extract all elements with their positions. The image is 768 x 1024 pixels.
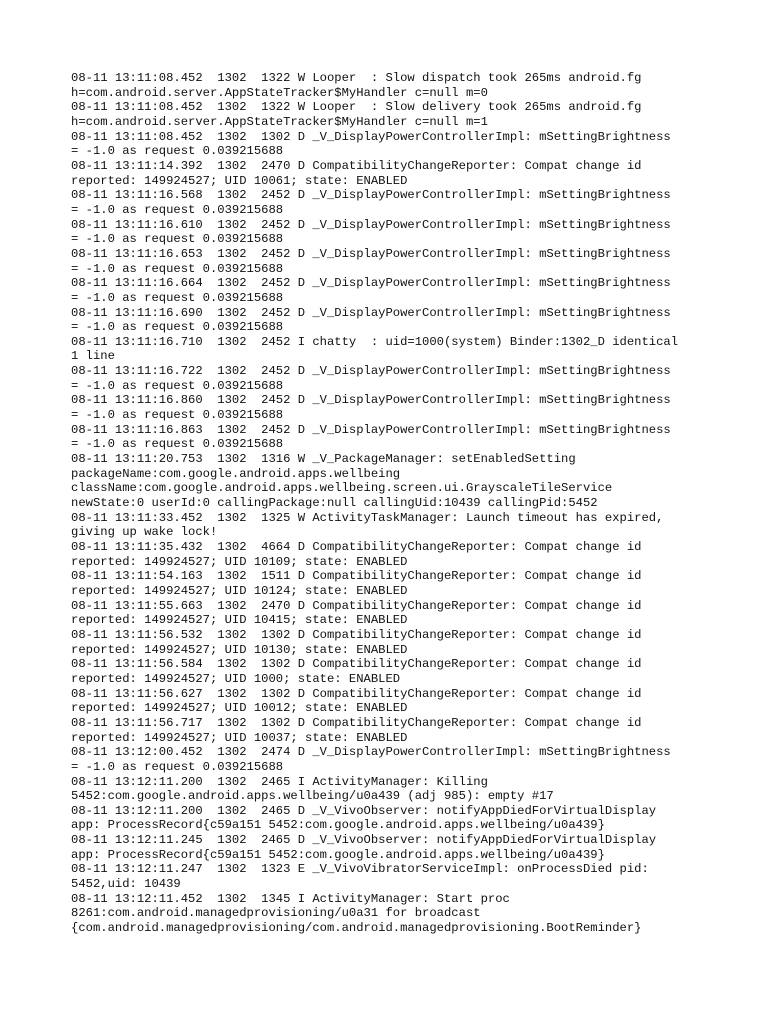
log-line: 08-11 13:11:16.653 1302 2452 D _V_DisplayPowerControllerImpl: mSettingBrightness (71, 246, 671, 261)
log-line: 5452,uid: 10439 (71, 877, 181, 892)
log-line: = -1.0 as request 0.039215688 (71, 232, 284, 247)
log-line: = -1.0 as request 0.039215688 (71, 290, 284, 305)
log-line: 08-11 13:12:11.200 1302 2465 I ActivityManager: Killing (71, 774, 488, 789)
log-line: 08-11 13:11:54.163 1302 1511 D CompatibilityChangeReporter: Compat change id (71, 569, 642, 584)
log-line: 08-11 13:11:35.432 1302 4664 D CompatibilityChangeReporter: Compat change id (71, 540, 642, 554)
log-line: 08-11 13:11:33.452 1302 1325 W ActivityTaskManager: Launch timeout has expired, (71, 510, 664, 525)
log-line: 08-11 13:11:16.722 1302 2452 D _V_DisplayPowerControllerImpl: mSettingBrightness (71, 364, 671, 379)
log-line: 08-11 13:11:08.452 1302 1302 D _V_DisplayPowerControllerImpl: mSettingBrightness (71, 129, 671, 144)
log-line: 8261:com.android.managedprovisioning/u0a31 for broadcast (71, 906, 481, 921)
log-line: 08-11 13:11:08.452 1302 1322 W Looper : Slow delivery took 265ms android.fg (71, 100, 642, 115)
log-line: 08-11 13:12:11.245 1302 2465 D _V_VivoObserver: notifyAppDiedForVirtualDisplay (71, 833, 657, 848)
log-line: = -1.0 as request 0.039215688 (71, 320, 284, 335)
log-line: 08-11 13:11:56.717 1302 1302 D CompatibilityChangeReporter: Compat change id (71, 715, 642, 730)
log-line: reported: 149924527; UID 1000; state: ENABLED (71, 671, 401, 686)
log-line: 08-11 13:11:16.568 1302 2452 D _V_DisplayPowerControllerImpl: mSettingBrightness (71, 188, 671, 203)
log-line: app: ProcessRecord{c59a151 5452:com.google.android.apps.wellbeing/u0a439} (71, 847, 605, 862)
log-line: {com.android.managedprovisioning/com.android.managedprovisioning.BootReminder} (71, 921, 642, 936)
log-line: = -1.0 as request 0.039215688 (71, 378, 284, 393)
log-line: 08-11 13:12:00.452 1302 2474 D _V_DisplayPowerControllerImpl: mSettingBrightness (71, 745, 671, 760)
log-line: 08-11 13:11:16.860 1302 2452 D _V_DisplayPowerControllerImpl: mSettingBrightness (71, 393, 671, 408)
log-line: 08-11 13:12:11.452 1302 1345 I ActivityManager: Start proc (71, 891, 510, 906)
log-line: 08-11 13:11:55.663 1302 2470 D CompatibilityChangeReporter: Compat change id (71, 598, 642, 613)
log-line: giving up wake lock! (71, 525, 218, 540)
log-line: reported: 149924527; UID 10415; state: ENABLED (71, 613, 408, 628)
log-line: 08-11 13:12:11.200 1302 2465 D _V_VivoObserver: notifyAppDiedForVirtualDisplay (71, 803, 657, 818)
log-line: reported: 149924527; UID 10124; state: ENABLED (71, 583, 408, 598)
log-line: reported: 149924527; UID 10130; state: ENABLED (71, 642, 408, 657)
log-line: = -1.0 as request 0.039215688 (71, 261, 284, 276)
log-line: 08-11 13:11:56.584 1302 1302 D CompatibilityChangeReporter: Compat change id (71, 657, 642, 672)
log-document (71, 71, 711, 936)
log-line: = -1.0 as request 0.039215688 (71, 437, 284, 452)
log-line: app: ProcessRecord{c59a151 5452:com.google.android.apps.wellbeing/u0a439} (71, 818, 605, 833)
log-line: newState:0 userId:0 callingPackage:null callingUid:10439 callingPid:5452 (71, 496, 598, 511)
log-line: reported: 149924527; UID 10012; state: ENABLED (71, 701, 408, 716)
log-line: 5452:com.google.android.apps.wellbeing/u0a439 (adj 985): empty #17 (71, 789, 554, 804)
log-line: 1 line (71, 349, 115, 364)
log-line: 08-11 13:11:56.532 1302 1302 D CompatibilityChangeReporter: Compat change id (71, 627, 642, 642)
log-line: 08-11 13:11:14.392 1302 2470 D CompatibilityChangeReporter: Compat change id (71, 158, 642, 173)
log-line: 08-11 13:11:08.452 1302 1322 W Looper : Slow dispatch took 265ms android.fg (71, 71, 642, 85)
log-line: reported: 149924527; UID 10109; state: ENABLED (71, 554, 408, 569)
log-line: = -1.0 as request 0.039215688 (71, 202, 284, 217)
log-line: 08-11 13:11:20.753 1302 1316 W _V_PackageManager: setEnabledSetting (71, 452, 576, 467)
log-line: 08-11 13:11:16.690 1302 2452 D _V_DisplayPowerControllerImpl: mSettingBrightness (71, 305, 671, 320)
log-line: 08-11 13:11:16.610 1302 2452 D _V_DisplayPowerControllerImpl: mSettingBrightness (71, 217, 671, 232)
log-line: reported: 149924527; UID 10037; state: ENABLED (71, 730, 408, 745)
log-line: 08-11 13:11:16.710 1302 2452 I chatty : uid=1000(system) Binder:1302_D identical (71, 334, 679, 349)
log-line: h=com.android.server.AppStateTracker$MyHandler c=null m=0 (71, 85, 488, 100)
log-line: 08-11 13:11:16.664 1302 2452 D _V_DisplayPowerControllerImpl: mSettingBrightness (71, 276, 671, 291)
log-line: 08-11 13:12:11.247 1302 1323 E _V_VivoVibratorServiceImpl: onProcessDied pid: (71, 862, 649, 877)
log-line: h=com.android.server.AppStateTracker$MyHandler c=null m=1 (71, 114, 488, 129)
log-line: packageName:com.google.android.apps.wellbeing (71, 466, 401, 481)
log-line: = -1.0 as request 0.039215688 (71, 408, 284, 423)
log-line: 08-11 13:11:56.627 1302 1302 D CompatibilityChangeReporter: Compat change id (71, 686, 642, 701)
log-line: = -1.0 as request 0.039215688 (71, 144, 284, 159)
log-line: reported: 149924527; UID 10061; state: ENABLED (71, 173, 408, 188)
log-line: = -1.0 as request 0.039215688 (71, 759, 284, 774)
log-line: 08-11 13:11:16.863 1302 2452 D _V_DisplayPowerControllerImpl: mSettingBrightness (71, 422, 671, 437)
log-line: className:com.google.android.apps.wellbeing.screen.ui.GrayscaleTileService (71, 481, 613, 496)
